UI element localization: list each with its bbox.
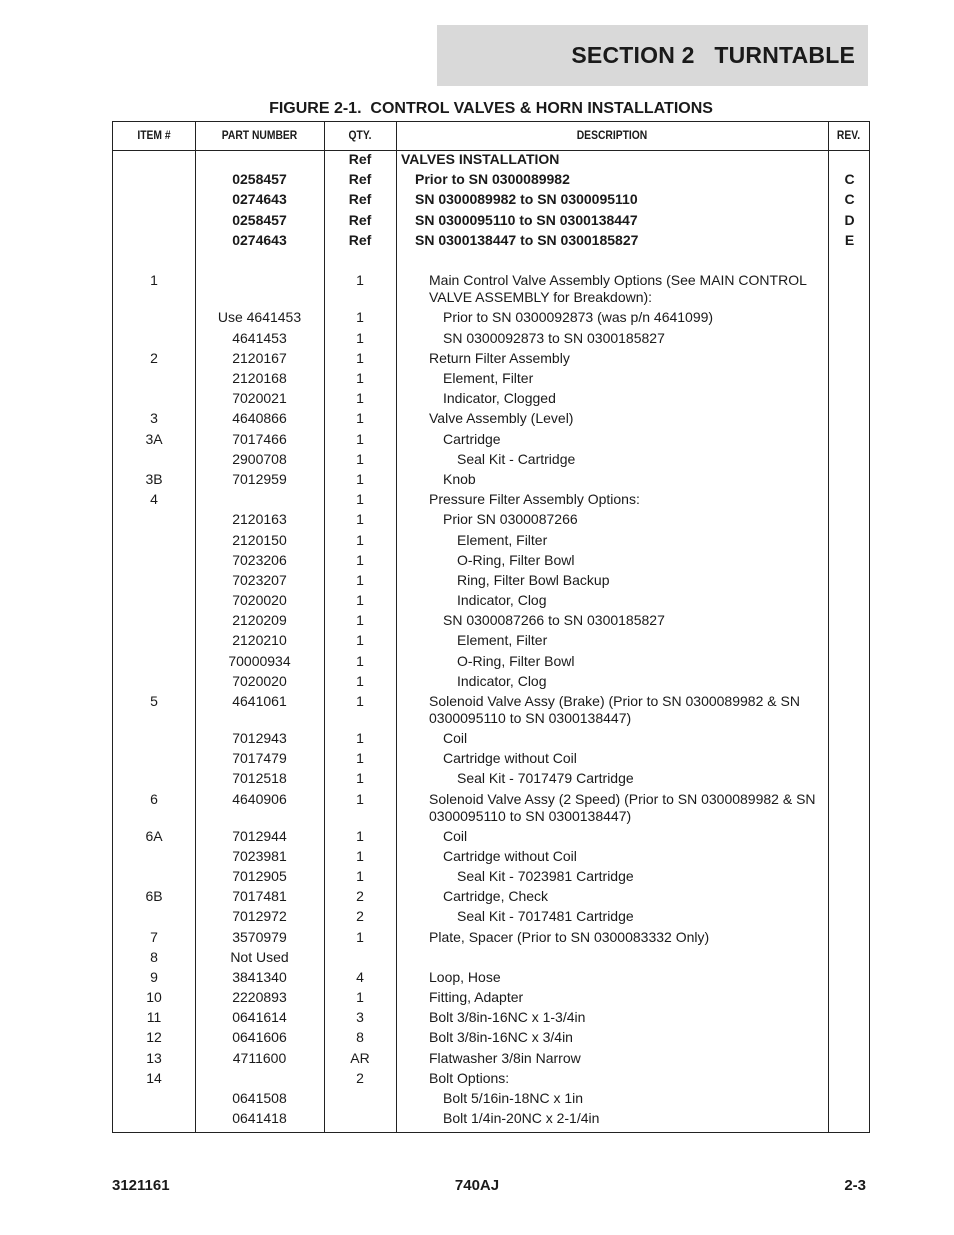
table-row [113,429,869,449]
part-number-cell: 7012905 [232,867,287,884]
part-number-cell: 2900708 [232,450,287,467]
part-number-cell: 0641508 [232,1090,287,1106]
description-cell: O-Ring, Filter Bowl [457,551,575,568]
part-number-cell: 7020020 [232,592,287,609]
description-cell: Element, Filter [457,531,548,548]
description-cell: Cartridge without Coil [443,750,577,767]
part-number-cell: 70000934 [228,652,291,669]
part-number-cell: 7012944 [232,827,287,844]
table-row [113,408,869,428]
part-number-cell: 0641606 [232,1029,287,1046]
description-cell: Bolt 3/8in-16NC x 3/4in [429,1029,573,1046]
item-number-cell: 13 [146,1049,162,1066]
table-row [113,967,869,987]
column-header-description: DESCRIPTION [576,128,648,142]
quantity-cell: Ref [348,151,372,167]
table-row [113,987,869,1007]
table-row [113,348,869,368]
part-number-cell: 7023206 [232,551,287,568]
description-cell: Coil [443,827,468,844]
quantity-cell: Ref [348,191,372,208]
part-number-cell: 0641418 [232,1110,287,1127]
column-header-rev: REV. [836,128,861,142]
description-cell: Element, Filter [457,632,548,649]
quantity-cell: Ref [348,231,372,248]
quantity-cell: Ref [348,211,372,228]
item-number-cell: 6B [145,888,163,905]
table-row [113,550,869,570]
table-row [113,270,869,307]
description-cell: Cartridge, Check [443,888,549,905]
description-cell: Fitting, Adapter [429,989,524,1006]
quantity-cell: 4 [356,968,364,985]
item-number-cell: 3A [145,430,163,447]
description-cell: Valve Assembly (Level) [429,410,574,427]
figure-title: FIGURE 2-1. CONTROL VALVES & HORN INSTALLATIONS [269,100,713,117]
description-cell: Seal Kit - 7023981 Cartridge [457,867,634,884]
description-cell: Bolt 1/4in-20NC x 2-1/4in [443,1110,600,1127]
quantity-cell: 1 [356,989,364,1006]
description-cell: Bolt Options: [429,1069,510,1086]
part-number-cell: 4711600 [232,1049,287,1066]
quantity-cell: 1 [356,390,364,407]
quantity-cell: 2 [356,908,364,925]
revision-cell: C [844,191,855,208]
part-number-cell: 7023207 [232,571,287,588]
quantity-cell: 1 [356,450,364,467]
part-number-cell: 7012972 [232,908,287,925]
table-row [113,149,869,169]
table-row [113,590,869,610]
part-number-cell: 4641061 [232,693,287,709]
quantity-cell: Ref [348,171,372,188]
quantity-cell: 1 [356,370,364,386]
description-cell: Cartridge without Coil [443,847,577,864]
quantity-cell: 1 [356,612,364,629]
quantity-cell: 1 [356,790,364,807]
quantity-cell: 1 [356,652,364,669]
description-cell: Cartridge [443,430,501,447]
part-number-cell: 0258457 [232,211,287,228]
part-number-cell: 2120168 [232,370,287,386]
description-cell: Main Control Valve Assembly Options (See MAIN CONTROL VALVE ASSEMBLY for Breakdown): [429,272,807,306]
description-cell: Solenoid Valve Assy (2 Speed) (Prior to SN 0300089982 & SN 0300095110 to SN 0300138447) [429,790,816,824]
quantity-cell: 1 [356,693,364,709]
table-header [113,122,869,151]
table-row [113,509,869,529]
quantity-cell: 1 [356,511,364,528]
part-number-cell: 7020021 [232,390,287,407]
table-body [113,149,869,1128]
table-spacer-row [113,250,869,271]
description-cell: Indicator, Clogged [443,390,556,407]
quantity-cell: 1 [356,632,364,649]
table-row [113,1007,869,1027]
parts-table [112,121,870,1133]
part-number-cell: 0274643 [232,191,287,208]
revision-cell: C [844,171,855,188]
part-number-cell: 2120150 [232,531,287,548]
table-row [113,691,869,728]
table-row [113,489,869,509]
description-cell: Prior SN 0300087266 [443,511,578,528]
quantity-cell: 1 [356,470,364,487]
quantity-cell: 1 [356,770,364,787]
table-row [113,826,869,846]
section-title: SECTION 2 TURNTABLE [571,42,855,68]
table-row [113,307,869,327]
description-cell: Pressure Filter Assembly Options: [429,491,640,508]
revision-cell: D [844,211,855,228]
part-number-cell: 3841340 [232,968,287,985]
table-row [113,630,869,650]
part-number-cell: 4640866 [232,410,287,427]
description-cell: Loop, Hose [429,968,501,985]
quantity-cell: 1 [356,491,364,508]
part-number-cell: 0258457 [232,171,287,188]
item-number-cell: 7 [150,928,158,945]
part-number-cell: 2120163 [232,511,287,528]
footer-doc-number: 3121161 [112,1177,170,1194]
part-number-cell: 7020020 [232,672,287,689]
quantity-cell: 1 [356,309,364,326]
table-row [113,927,869,947]
revision-cell: E [844,231,855,248]
table-row [113,846,869,866]
description-cell: Prior to SN 0300089982 [415,171,570,188]
item-number-cell: 1 [150,272,158,289]
description-cell: Indicator, Clog [457,592,547,609]
part-number-cell: 7017481 [232,888,287,905]
quantity-cell: 1 [356,827,364,844]
quantity-cell: 1 [356,410,364,427]
part-number-cell: 7017479 [232,750,287,767]
item-number-cell: 3B [145,470,163,487]
part-number-cell: 0274643 [232,231,287,248]
table-row [113,768,869,788]
quantity-cell: 1 [356,928,364,945]
part-number-cell: 2120209 [232,612,287,629]
part-number-cell: 4641453 [232,329,287,346]
footer-page-number: 2-3 [844,1177,866,1194]
description-cell: Bolt 5/16in-18NC x 1in [443,1090,584,1106]
quantity-cell: 1 [356,272,364,289]
table-row [113,651,869,671]
item-number-cell: 2 [150,349,158,366]
quantity-cell: 1 [356,672,364,689]
description-cell: Solenoid Valve Assy (Brake) (Prior to SN 0300089982 & SN 0300095110 to SN 0300138447) [429,693,800,726]
quantity-cell: 2 [356,1069,364,1086]
quantity-cell: 1 [356,531,364,548]
table-row [113,449,869,469]
item-number-cell: 9 [150,968,158,985]
table-row [113,368,869,388]
description-cell: Indicator, Clog [457,672,547,689]
description-cell: SN 0300089982 to SN 0300095110 [415,191,638,208]
description-cell: Element, Filter [443,370,534,386]
quantity-cell: 1 [356,551,364,568]
item-number-cell: 6 [150,790,158,807]
description-cell: Knob [443,470,476,487]
table-row [113,230,869,250]
column-header-qty: QTY. [348,128,372,142]
quantity-cell: 1 [356,730,364,746]
table-row [113,610,869,630]
part-number-cell: Use 4641453 [217,309,302,326]
footer-model: 740AJ [454,1177,500,1194]
item-number-cell: 3 [150,410,158,427]
table-row [113,906,869,926]
part-number-cell: 7012959 [232,470,287,487]
table-row [113,1108,869,1128]
table-row [113,947,869,967]
table-row [113,886,869,906]
part-number-cell: 7012518 [232,770,287,787]
description-cell: Return Filter Assembly [429,349,570,366]
table-row [113,210,869,230]
part-number-cell: 2120210 [232,632,287,649]
table-row [113,388,869,408]
quantity-cell: 8 [356,1029,364,1046]
table-row [113,1027,869,1047]
table-row [113,1048,869,1068]
section-banner [437,25,868,86]
description-cell: Plate, Spacer (Prior to SN 0300083332 Only) [429,928,710,945]
part-number-cell: 7012943 [232,730,287,746]
description-cell: Prior to SN 0300092873 (was p/n 4641099) [443,309,714,326]
quantity-cell: 1 [356,349,364,366]
quantity-cell: 1 [356,329,364,346]
item-number-cell: 10 [146,989,162,1006]
quantity-cell: 1 [356,592,364,609]
description-cell: Coil [443,730,468,746]
quantity-cell: 3 [356,1009,364,1026]
description-cell: Seal Kit - 7017479 Cartridge [457,770,634,787]
description-cell: Bolt 3/8in-16NC x 1-3/4in [429,1009,586,1026]
description-cell: Seal Kit - 7017481 Cartridge [457,908,634,925]
description-cell: Flatwasher 3/8in Narrow [429,1049,581,1066]
item-number-cell: 11 [146,1009,162,1026]
item-number-cell: 5 [150,693,158,709]
part-number-cell: 4640906 [232,790,287,807]
item-number-cell: 14 [146,1069,162,1086]
part-number-cell: 2120167 [232,349,287,366]
description-cell: SN 0300087266 to SN 0300185827 [443,612,665,629]
part-number-cell: 2220893 [232,989,287,1006]
table-row [113,530,869,550]
part-number-cell: 7017466 [232,430,287,447]
table-row [113,728,869,748]
quantity-cell: 1 [356,867,364,884]
description-cell: VALVES INSTALLATION [401,151,560,167]
description-cell: Seal Kit - Cartridge [457,450,576,467]
quantity-cell: AR [350,1049,370,1066]
quantity-cell: 1 [356,847,364,864]
item-number-cell: 8 [150,948,158,965]
description-cell: SN 0300092873 to SN 0300185827 [443,329,665,346]
table-row [113,189,869,209]
quantity-cell: 1 [356,750,364,767]
part-number-cell: 0641614 [232,1009,287,1026]
part-number-cell: Not Used [230,948,289,965]
table-row [113,469,869,489]
item-number-cell: 4 [150,491,158,508]
table-row [113,671,869,691]
quantity-cell: 1 [356,430,364,447]
item-number-cell: 6A [145,827,163,844]
description-cell: Ring, Filter Bowl Backup [457,571,610,588]
table-row [113,169,869,189]
table-row [113,748,869,768]
table-row [113,789,869,826]
quantity-cell: 1 [356,571,364,588]
table-row [113,1088,869,1108]
part-number-cell: 7023981 [232,847,287,864]
table-row [113,328,869,348]
column-header-item: ITEM # [137,128,171,142]
description-cell: SN 0300095110 to SN 0300138447 [415,211,638,228]
quantity-cell: 2 [356,888,364,905]
part-number-cell: 3570979 [232,928,287,945]
column-header-part-number: PART NUMBER [221,128,298,142]
item-number-cell: 12 [146,1029,162,1046]
table-row [113,570,869,590]
description-cell: O-Ring, Filter Bowl [457,652,575,669]
table-row [113,866,869,886]
table-row [113,1068,869,1088]
description-cell: SN 0300138447 to SN 0300185827 [415,231,639,248]
